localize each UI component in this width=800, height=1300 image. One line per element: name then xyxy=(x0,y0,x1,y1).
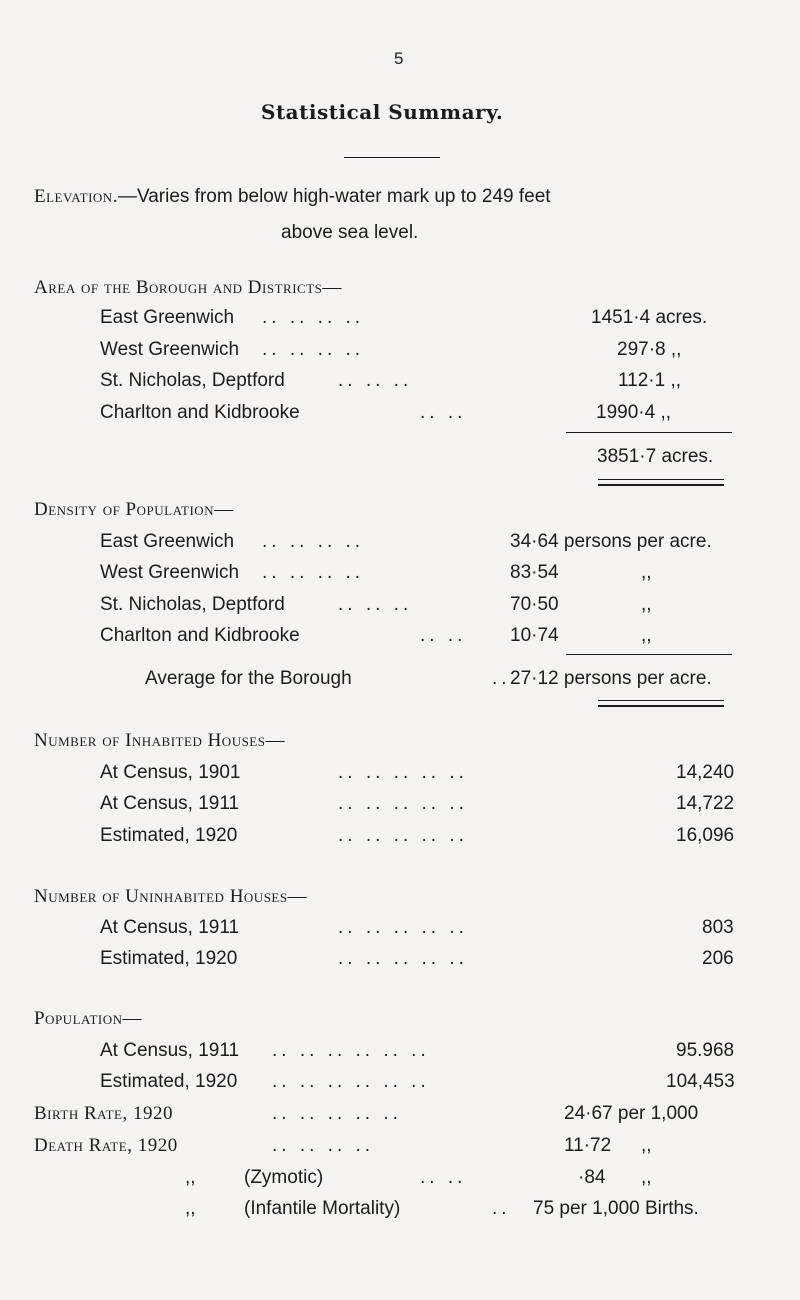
area-row-value: 297·8 ,, xyxy=(617,339,682,360)
density-average-double-rule xyxy=(598,700,724,707)
zymotic-unit: ,, xyxy=(641,1167,652,1188)
infant-value: 75 per 1,000 Births. xyxy=(533,1198,699,1219)
zymotic-ditto: ,, xyxy=(185,1167,196,1188)
uninhabited-row-dots: .. .. .. .. .. xyxy=(338,948,468,969)
density-row-dots: .. .. xyxy=(420,625,467,646)
inhabited-row-name: At Census, 1901 xyxy=(100,762,241,783)
uninhabited-row-dots: .. .. .. .. .. xyxy=(338,917,468,938)
area-row-dots: .. .. xyxy=(420,402,467,423)
death-rate-dots: .. .. .. .. xyxy=(272,1135,375,1156)
page-title: Statistical Summary. xyxy=(261,100,504,124)
density-heading: Density of Population— xyxy=(34,499,234,520)
area-row-name: East Greenwich xyxy=(100,307,235,328)
uninhabited-row-value: 206 xyxy=(702,948,734,969)
density-row-value: 83·54 xyxy=(510,562,559,583)
density-row-dots: .. .. .. .. xyxy=(262,562,365,583)
area-row-name: West Greenwich xyxy=(100,339,240,360)
area-row-value: 1990·4 ,, xyxy=(596,402,671,423)
area-total: 3851·7 acres. xyxy=(597,446,714,467)
area-total-double-rule xyxy=(598,479,724,486)
uninhabited-row-value: 803 xyxy=(702,917,734,938)
infant-label: (Infantile Mortality) xyxy=(244,1198,401,1219)
area-row-value: 1451·4 acres. xyxy=(591,307,708,328)
elevation-label: Elevation. xyxy=(34,186,118,207)
inhabited-row-value: 16,096 xyxy=(676,825,735,846)
density-row-name: West Greenwich xyxy=(100,562,240,583)
title-rule xyxy=(344,157,440,158)
zymotic-label: (Zymotic) xyxy=(244,1167,324,1188)
density-row-name: St. Nicholas, Deptford xyxy=(100,594,285,615)
death-rate-value: 11·72 xyxy=(564,1135,612,1156)
elevation-text-continued: above sea level. xyxy=(281,222,419,243)
density-row-value: 10·74 xyxy=(510,625,559,646)
zymotic-dots: .. .. xyxy=(420,1167,467,1188)
density-average-dots: .. xyxy=(492,668,511,689)
density-row-value: 34·64 persons per acre. xyxy=(510,531,712,552)
density-row-dots: .. .. .. xyxy=(338,594,413,615)
birth-rate-value: 24·67 per 1,000 xyxy=(564,1103,699,1124)
inhabited-row-dots: .. .. .. .. .. xyxy=(338,825,468,846)
zymotic-value: ·84 xyxy=(578,1167,606,1188)
density-row-dots: .. .. .. .. xyxy=(262,531,365,552)
population-row-name: Estimated, 1920 xyxy=(100,1071,238,1092)
area-row-name: St. Nicholas, Deptford xyxy=(100,370,285,391)
area-subtotal-rule xyxy=(566,432,732,433)
area-row-dots: .. .. .. .. xyxy=(262,307,365,328)
area-row-name: Charlton and Kidbrooke xyxy=(100,402,300,423)
death-rate-label: Death Rate, 1920 xyxy=(34,1135,178,1156)
uninhabited-row-name: Estimated, 1920 xyxy=(100,948,238,969)
population-row-name: At Census, 1911 xyxy=(100,1040,240,1061)
inhabited-heading: Number of Inhabited Houses— xyxy=(34,730,285,751)
population-row-dots: .. .. .. .. .. .. xyxy=(272,1071,430,1092)
inhabited-row-dots: .. .. .. .. .. xyxy=(338,762,468,783)
page-number: 5 xyxy=(394,49,404,68)
population-row-value: 104,453 xyxy=(666,1071,735,1092)
inhabited-row-dots: .. .. .. .. .. xyxy=(338,793,468,814)
inhabited-row-value: 14,722 xyxy=(676,793,735,814)
area-row-value: 112·1 ,, xyxy=(618,370,682,391)
density-average-value: 27·12 persons per acre. xyxy=(510,668,712,689)
population-row-value: 95.968 xyxy=(676,1040,735,1061)
infant-ditto: ,, xyxy=(185,1198,196,1219)
density-subtotal-rule xyxy=(566,654,732,655)
death-rate-ditto: ,, xyxy=(641,1135,652,1156)
birth-rate-label: Birth Rate, 1920 xyxy=(34,1103,173,1124)
uninhabited-heading: Number of Uninhabited Houses— xyxy=(34,886,308,907)
density-row-ditto: ,, xyxy=(641,625,652,646)
density-row-name: Charlton and Kidbrooke xyxy=(100,625,300,646)
density-row-ditto: ,, xyxy=(641,562,652,583)
population-row-dots: .. .. .. .. .. .. xyxy=(272,1040,430,1061)
density-average-label: Average for the Borough xyxy=(145,668,352,689)
infant-dots: .. xyxy=(492,1198,511,1219)
area-heading: Area of the Borough and Districts— xyxy=(34,277,342,298)
density-row-name: East Greenwich xyxy=(100,531,235,552)
density-row-value: 70·50 xyxy=(510,594,559,615)
birth-rate-dots: .. .. .. .. .. xyxy=(272,1103,402,1124)
inhabited-row-name: At Census, 1911 xyxy=(100,793,240,814)
density-row-ditto: ,, xyxy=(641,594,652,615)
area-row-dots: .. .. .. .. xyxy=(262,339,365,360)
elevation-text: —Varies from below high-water mark up to 249 feet xyxy=(117,186,551,207)
inhabited-row-value: 14,240 xyxy=(676,762,735,783)
elevation-line xyxy=(34,186,551,208)
area-row-dots: .. .. .. xyxy=(338,370,413,391)
uninhabited-row-name: At Census, 1911 xyxy=(100,917,240,938)
inhabited-row-name: Estimated, 1920 xyxy=(100,825,238,846)
population-heading: Population— xyxy=(34,1008,143,1029)
